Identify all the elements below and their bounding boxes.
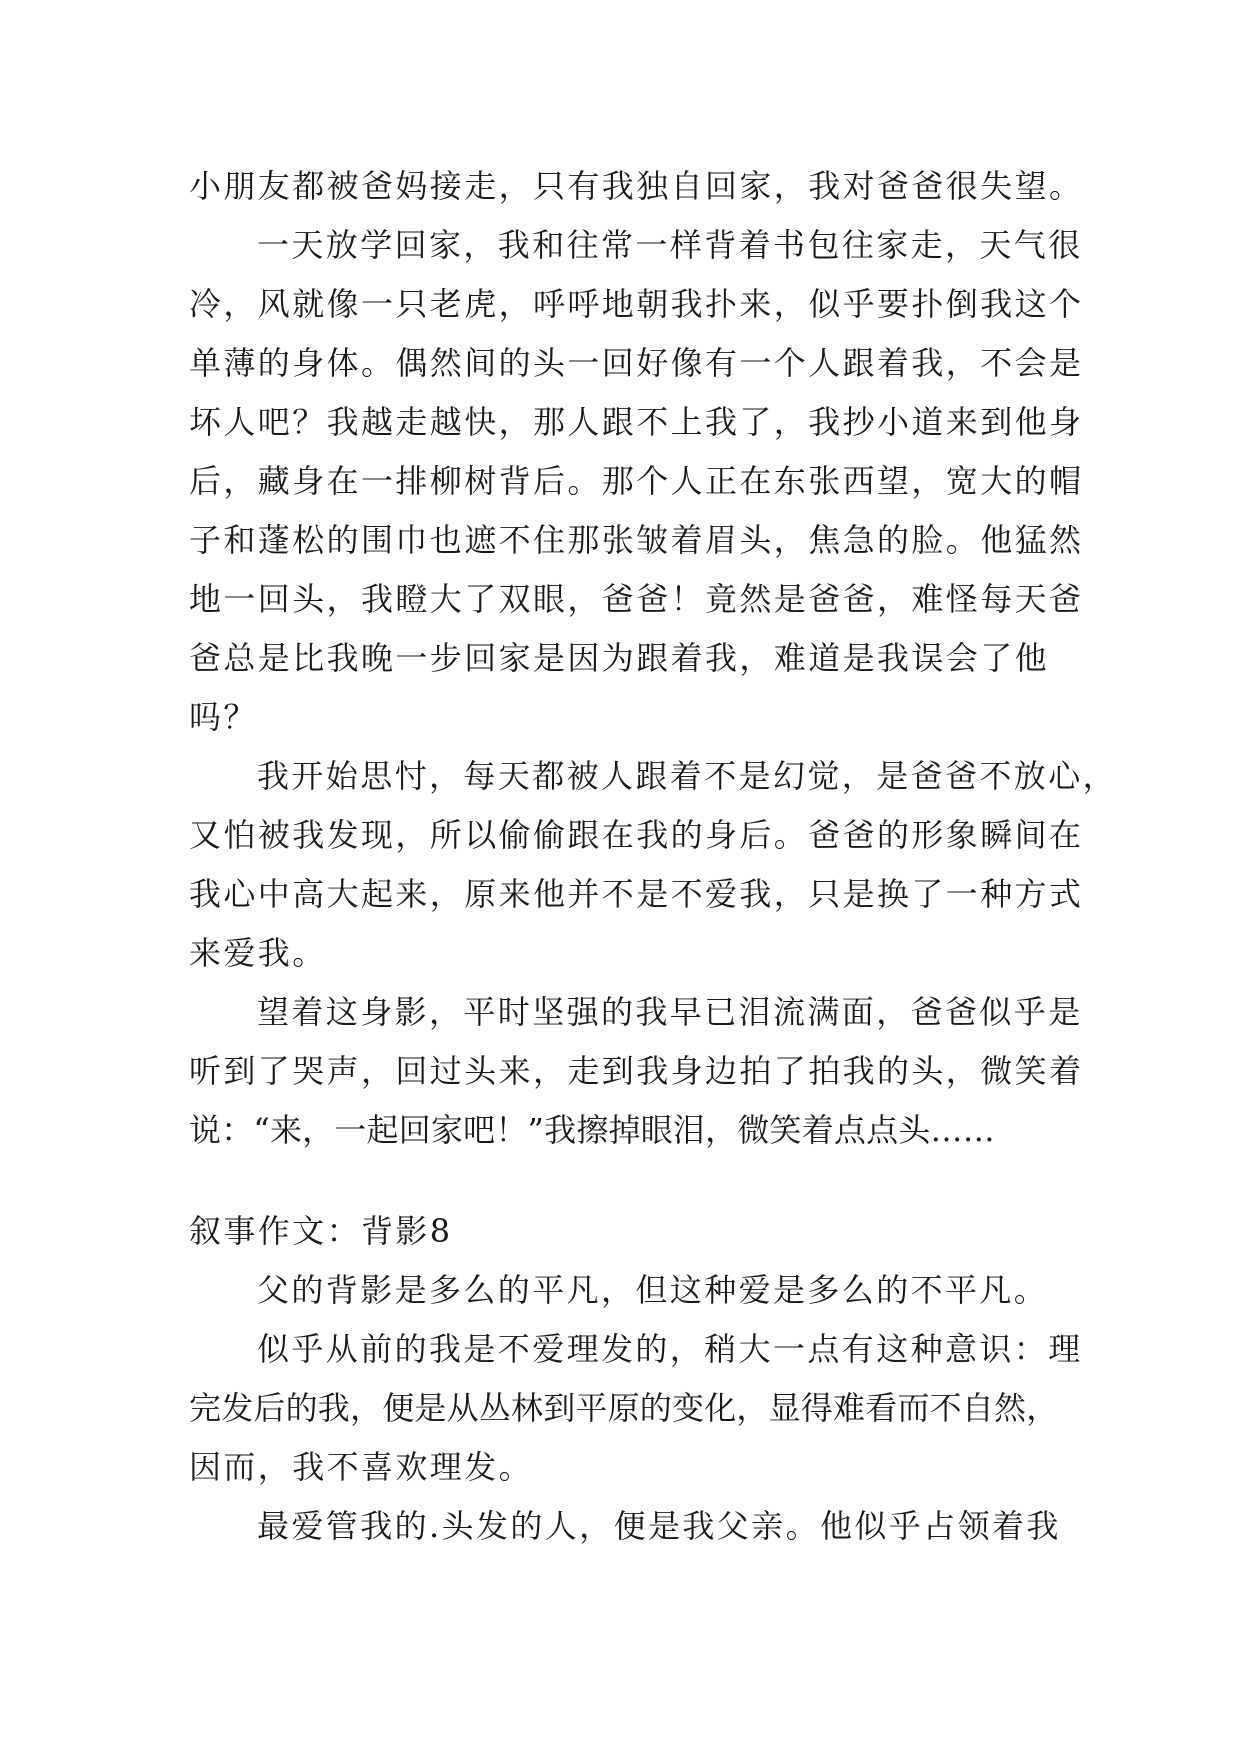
paragraph-line: 一天放学回家，我和往常一样背着书包往家走，天气很	[257, 226, 1083, 264]
paragraph-line: 望着这身影，平时坚强的我早已泪流满面，爸爸似乎是	[257, 993, 1083, 1031]
paragraph-line: 吗？	[189, 698, 258, 736]
paragraph-line: 地一回头，我瞪大了双眼，爸爸！竟然是爸爸，难怪每天爸	[189, 580, 1084, 618]
paragraph-line: 单薄的身体。偶然间的头一回好像有一个人跟着我，不会是	[189, 344, 1084, 382]
paragraph-line: 我开始思忖，每天都被人跟着不是幻觉，是爸爸不放心，	[257, 757, 1118, 795]
paragraph-line: 坏人吧？我越走越快，那人跟不上我了，我抄小道来到他身	[189, 403, 1084, 441]
paragraph-line: 冷，风就像一只老虎，呼呼地朝我扑来，似乎要扑倒我这个	[189, 285, 1084, 323]
paragraph-line: 又怕被我发现，所以偷偷跟在我的身后。爸爸的形象瞬间在	[189, 816, 1084, 854]
paragraph-line: 似乎从前的我是不爱理发的，稍大一点有这种意识：理	[257, 1330, 1083, 1368]
paragraph-line: 后，藏身在一排柳树背后。那个人正在东张西望，宽大的帽	[189, 462, 1084, 500]
paragraph-line: 小朋友都被爸妈接走，只有我独自回家，我对爸爸很失望。	[189, 167, 1084, 205]
paragraph-line: 来爱我。	[189, 934, 327, 972]
paragraph-line: 子和蓬松的围巾也遮不住那张皱着眉头，焦急的脸。他猛然	[189, 521, 1084, 559]
paragraph-line: 父的背影是多么的平凡，但这种爱是多么的不平凡。	[257, 1271, 1049, 1309]
paragraph-line: 听到了哭声，回过头来，走到我身边拍了拍我的头，微笑着	[189, 1052, 1084, 1090]
section-title: 叙事作文：背影8	[189, 1212, 453, 1250]
paragraph-line: 爸总是比我晚一步回家是因为跟着我，难道是我误会了他	[189, 639, 1050, 677]
paragraph-line: 我心中高大起来，原来他并不是不爱我，只是换了一种方式	[189, 875, 1084, 913]
paragraph-line: 因而，我不喜欢理发。	[189, 1448, 534, 1486]
paragraph-line: 说：“来，一起回家吧！”我擦掉眼泪，微笑着点点头……	[189, 1111, 995, 1149]
paragraph-line: 完发后的我，便是从丛林到平原的变化，显得难看而不自然，	[189, 1389, 1059, 1427]
paragraph-line: 最爱管我的.头发的人，便是我父亲。他似乎占领着我	[257, 1507, 1061, 1545]
